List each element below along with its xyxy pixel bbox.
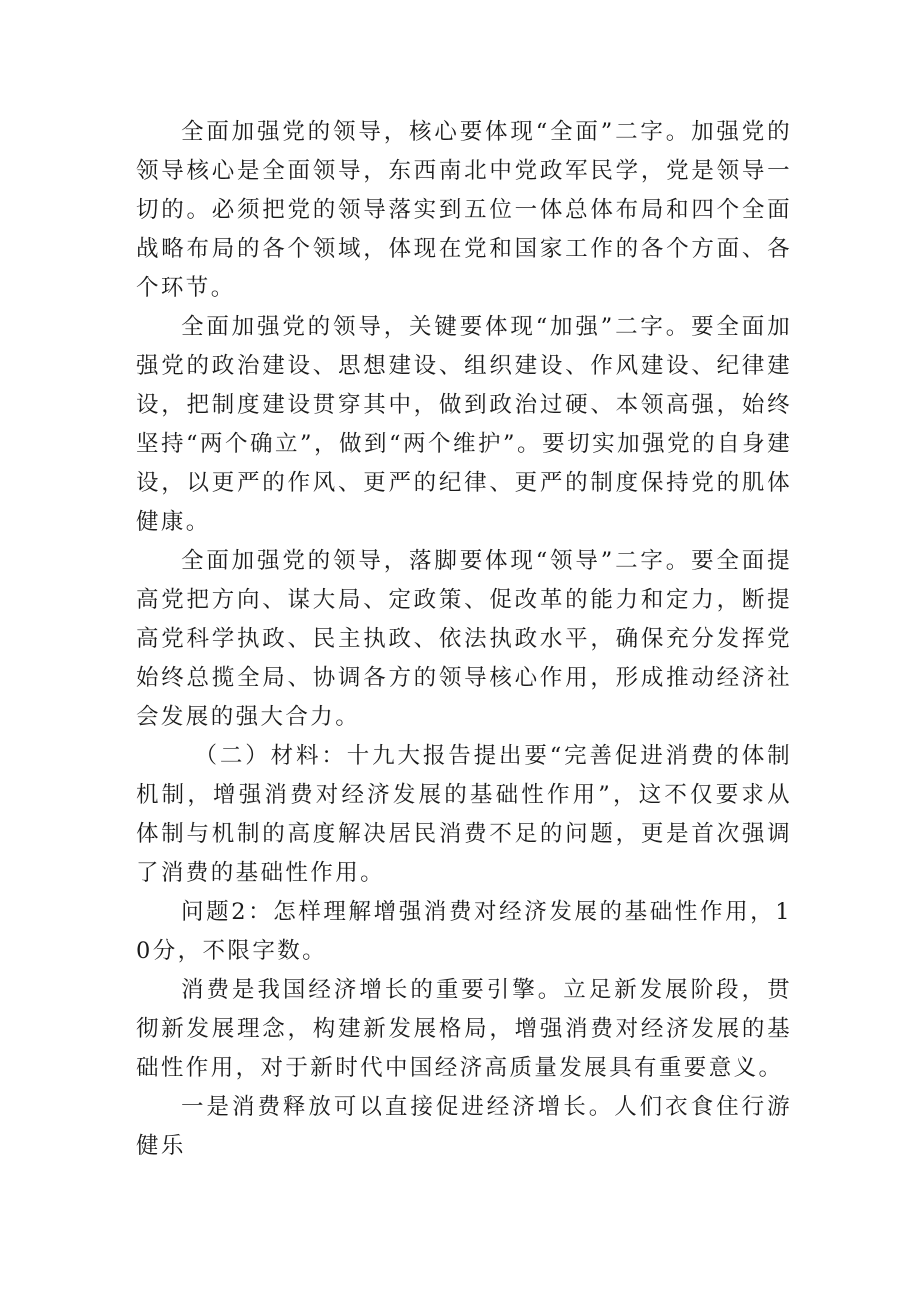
paragraph-leadership: 全面加强党的领导，落脚要体现“领导”二字。要全面提高党把方向、谋大局、定政策、促改革的能力和定力，断提高党科学执政、民主执政、依法执政水平，确保充分发挥党始终总揽全局、协调各方的领导核心作用，形成推动经济社会发展的强大合力。 <box>136 548 792 730</box>
paragraph-material: （二）材料：十九大报告提出要“完善促进消费的体制机制，增强消费对经济发展的基础性作用”，这不仅要求从体制与机制的高度解决居民消费不足的问题，更是首次强调了消费的基础性作用。 <box>136 743 792 886</box>
document-body <box>136 113 792 1166</box>
paragraph-point-one: 一是消费释放可以直接促进经济增长。人们衣食住行游健乐 <box>136 1094 792 1159</box>
paragraph-question: 问题2：怎样理解增强消费对经济发展的基础性作用，10分，不限字数。 <box>136 899 792 964</box>
paragraph-consumption-engine: 消费是我国经济增长的重要引擎。立足新发展阶段，贯彻新发展理念，构建新发展格局，增强消费对经济发展的基础性作用，对于新时代中国经济高质量发展具有重要意义。 <box>136 977 792 1081</box>
paragraph-comprehensive: 全面加强党的领导，核心要体现“全面”二字。加强党的领导核心是全面领导，东西南北中党政军民学，党是领导一切的。必须把党的领导落实到五位一体总体布局和四个全面战略布局的各个领域，体现在党和国家工作的各个方面、各个环节。 <box>136 119 792 301</box>
paragraph-strengthen: 全面加强党的领导，关键要体现“加强”二字。要全面加强党的政治建设、思想建设、组织建设、作风建设、纪律建设，把制度建设贯穿其中，做到政治过硬、本领高强，始终坚持“两个确立”，做到“两个维护”。要切实加强党的自身建设，以更严的作风、更严的纪律、更严的制度保持党的肌体健康。 <box>136 314 792 535</box>
